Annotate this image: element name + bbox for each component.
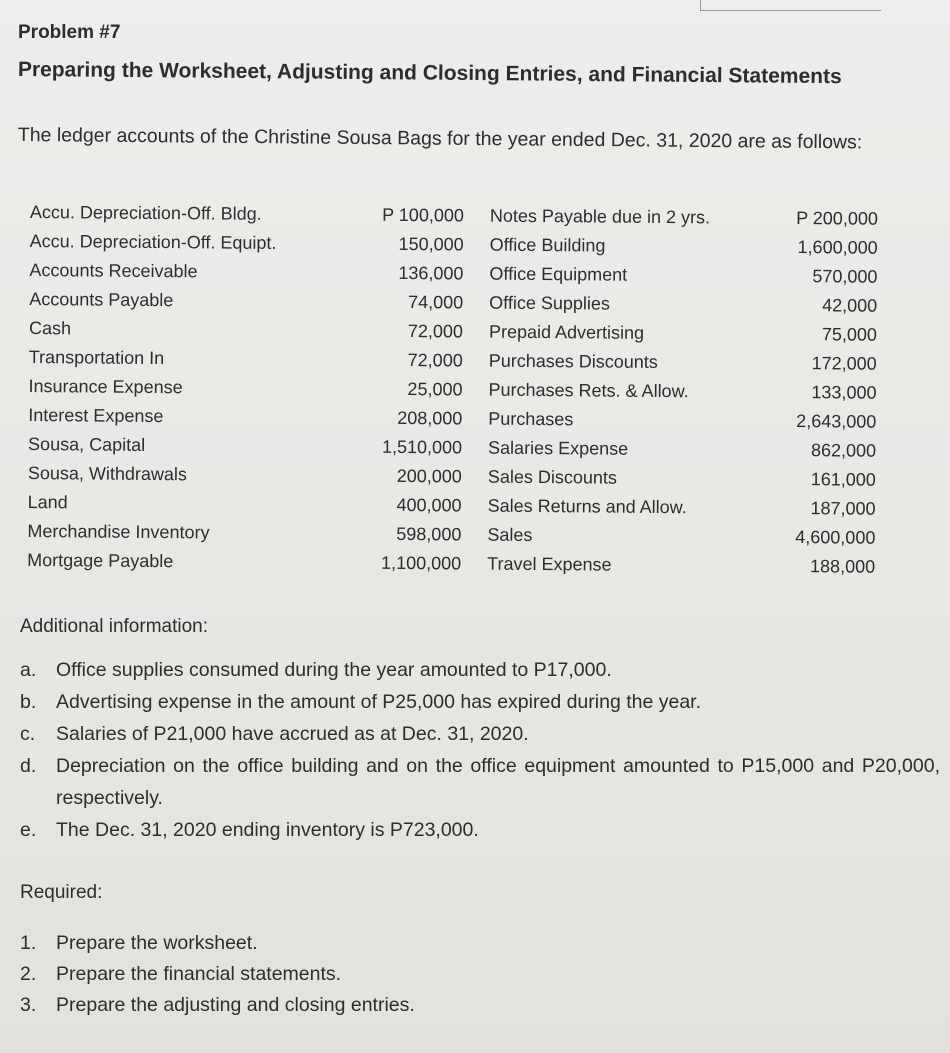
ledger-account-amount: 187,000: [810, 498, 876, 519]
ledger-account-amount: 1,510,000: [381, 436, 463, 458]
ledger-account-name: Salaries Expense: [488, 437, 629, 459]
ledger-account-amount: 4,600,000: [795, 527, 876, 548]
item-number: 3.: [20, 994, 37, 1016]
ledger-account-name: Accounts Receivable: [29, 260, 198, 282]
ledger-account-name: Accounts Payable: [29, 289, 174, 311]
ledger-account-name: Prepaid Advertising: [488, 321, 645, 343]
ledger-account-amount: 2,643,000: [796, 411, 877, 432]
ledger-account-name: Office Equipment: [489, 263, 628, 285]
item-text: The Dec. 31, 2020 ending inventory is P723,000.: [56, 819, 479, 841]
ledger-accounts-list: [23, 202, 886, 586]
list-item: [20, 718, 940, 750]
ledger-account-amount: 208,000: [397, 407, 463, 429]
item-letter: e.: [20, 819, 37, 841]
item-letter: c.: [20, 723, 36, 745]
ledger-account-name: Travel Expense: [487, 553, 612, 575]
list-item: [20, 928, 415, 959]
ledger-account-amount: 25,000: [407, 379, 463, 400]
ledger-account-amount: 188,000: [810, 556, 876, 577]
ledger-account-name: Sousa, Capital: [28, 434, 146, 455]
list-item: [20, 654, 940, 686]
required-heading: Required:: [20, 882, 103, 903]
ledger-account-amount: 1,600,000: [797, 237, 878, 258]
ledger-account-amount: 42,000: [822, 295, 878, 316]
ledger-account-name: Purchases: [488, 408, 574, 430]
ledger-account-amount: 72,000: [407, 350, 463, 371]
ledger-account-name: Transportation In: [28, 347, 165, 369]
ledger-account-name: Office Supplies: [489, 292, 611, 314]
item-text: Salaries of P21,000 have accrued as at Dec. 31, 2020.: [56, 723, 529, 745]
ledger-account-amount: 1,100,000: [381, 552, 462, 574]
ledger-account-name: Purchases Rets. & Allow.: [488, 379, 689, 402]
ledger-account-name: Accu. Depreciation-Off. Equipt.: [29, 231, 277, 253]
problem-title: Preparing the Worksheet, Adjusting and Closing Entries, and Financial Statements: [17, 58, 842, 89]
list-item: [20, 686, 940, 718]
ledger-account-amount: 74,000: [408, 292, 464, 313]
ledger-row: [23, 550, 883, 586]
ledger-account-amount: 161,000: [810, 469, 876, 490]
ledger-account-name: Sousa, Withdrawals: [27, 463, 188, 485]
ledger-account-amount: 75,000: [821, 324, 878, 345]
list-item: [20, 959, 415, 990]
item-letter: b.: [20, 691, 37, 713]
item-text: Depreciation on the office building and on the office equipment amounted to P15,000 and P20,000, respectively.: [56, 755, 940, 809]
ledger-account-amount: 200,000: [396, 465, 462, 487]
item-number: 1.: [20, 932, 37, 954]
item-text: Prepare the financial statements.: [56, 963, 342, 985]
ledger-account-amount: 172,000: [811, 353, 877, 374]
ledger-account-name: Merchandise Inventory: [27, 521, 210, 543]
ledger-account-name: Sales: [487, 524, 533, 545]
ledger-account-amount: 862,000: [810, 440, 877, 461]
ledger-account-name: Insurance Expense: [28, 376, 183, 398]
intro-paragraph: The ledger accounts of the Christine Sousa Bags for the year ended Dec. 31, 2020 are as follows:: [17, 123, 863, 154]
ledger-account-amount: 136,000: [398, 262, 464, 284]
item-text: Advertising expense in the amount of P25,000 has expired during the year.: [56, 691, 702, 713]
ledger-account-name: Interest Expense: [28, 405, 164, 427]
item-text: Office supplies consumed during the year amounted to P17,000.: [56, 659, 612, 681]
list-item: [20, 990, 415, 1021]
ledger-account-name: Sales Returns and Allow.: [487, 495, 687, 518]
ledger-account-name: Accu. Depreciation-Off. Bldg.: [29, 202, 262, 224]
ledger-account-amount: P 100,000: [382, 204, 464, 226]
ledger-account-name: Purchases Discounts: [488, 350, 658, 372]
ledger-account-amount: 72,000: [407, 321, 464, 342]
ledger-account-name: Mortgage Payable: [27, 550, 174, 572]
ledger-account-name: Cash: [28, 318, 72, 339]
item-number: 2.: [20, 963, 37, 985]
ledger-account-amount: 150,000: [398, 233, 464, 255]
item-text: Prepare the adjusting and closing entries.: [56, 994, 415, 1016]
item-letter: d.: [20, 755, 37, 777]
ledger-account-amount: 133,000: [811, 382, 877, 403]
list-item: [20, 750, 940, 814]
item-text: Prepare the worksheet.: [56, 932, 258, 954]
list-item: [20, 814, 940, 846]
ledger-account-name: Office Building: [489, 234, 606, 256]
ledger-account-amount: P 200,000: [796, 208, 878, 229]
additional-info-list: [20, 654, 940, 846]
required-list: [20, 928, 415, 1021]
item-letter: a.: [20, 659, 37, 681]
ledger-account-amount: 570,000: [812, 266, 878, 287]
ledger-account-amount: 400,000: [396, 494, 462, 516]
ledger-account-amount: 598,000: [396, 523, 462, 545]
ledger-account-name: Notes Payable due in 2 yrs.: [489, 205, 711, 228]
problem-number: Problem #7: [18, 22, 121, 43]
additional-info-heading: Additional information:: [20, 616, 208, 637]
ledger-account-name: Land: [27, 492, 68, 513]
page-edge-line: [700, 0, 881, 11]
ledger-account-name: Sales Discounts: [487, 466, 617, 488]
